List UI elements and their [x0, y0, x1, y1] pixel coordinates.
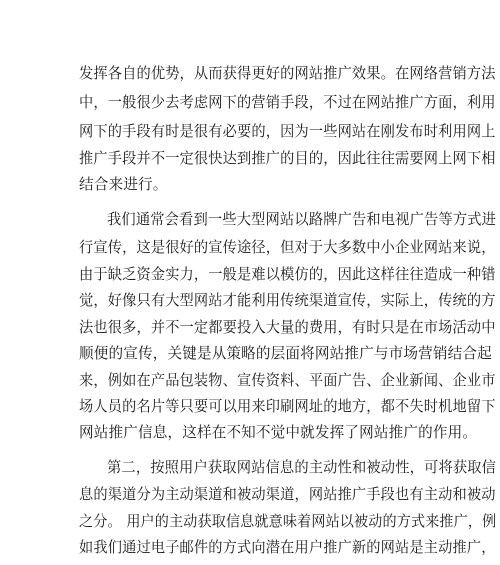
- paragraph-1-line-2: 中，一般很少去考虑网下的营销手段，不过在网站推广方面，利用: [79, 94, 496, 111]
- paragraph-1-line-5: 结合来进行。: [79, 176, 168, 193]
- paragraph-3-line-4: 如我们通过电子邮件的方式向潜在用户推广新的网站是主动推广，: [79, 539, 496, 556]
- paragraph-2-line-3: 由于缺乏资金实力，一般是难以模仿的，因此这样往往造成一种错: [79, 266, 496, 283]
- paragraph-1-line-1: 发挥各自的优势，从而获得更好的网站推广效果。在网络营销方法: [79, 65, 496, 82]
- paragraph-2-line-8: 场人员的名片等只要可以用来印刷网址的地方，都不失时机地留下: [79, 398, 496, 415]
- paragraph-2-line-1: 我们通常会看到一些大型网站以路牌广告和电视广告等方式进: [107, 211, 497, 228]
- paragraph-2-line-9: 网站推广信息，这样在不知不觉中就发挥了网站推广的作用。: [79, 424, 478, 441]
- paragraph-3-line-1: 第二，按照用户获取网站信息的主动性和被动性，可将获取信: [107, 459, 497, 476]
- paragraph-1-line-3: 网下的手段有时是很有必要的，因为一些网站在刚发布时利用网上: [79, 123, 496, 140]
- paragraph-1-line-4: 推广手段并不一定很快达到推广的目的，因此往往需要网上网下相: [79, 150, 496, 167]
- paragraph-3-line-3: 之分。 用户的主动获取信息就意味着网站以被动的方式来推广，例: [79, 513, 497, 530]
- paragraph-2-line-2: 行宣传，这是很好的宣传途径，但对于大多数中小企业网站来说，: [79, 239, 496, 256]
- paragraph-2-line-5: 法也很多，并不一定都要投入大量的费用，有时只是在市场活动中: [79, 319, 496, 336]
- paragraph-2-line-7: 来，例如在产品包装物、宣传资料、平面广告、企业新闻、企业市: [79, 372, 496, 389]
- paragraph-3-line-2: 息的渠道分为主动渠道和被动渠道，网站推广手段也有主动和被动: [79, 486, 496, 503]
- paragraph-2-line-6: 顺便的宣传，关键是从策略的层面将网站推广与市场营销结合起: [79, 345, 492, 362]
- paragraph-2-line-4: 觉，好像只有大型网站才能利用传统渠道宣传，实际上，传统的方: [79, 292, 496, 309]
